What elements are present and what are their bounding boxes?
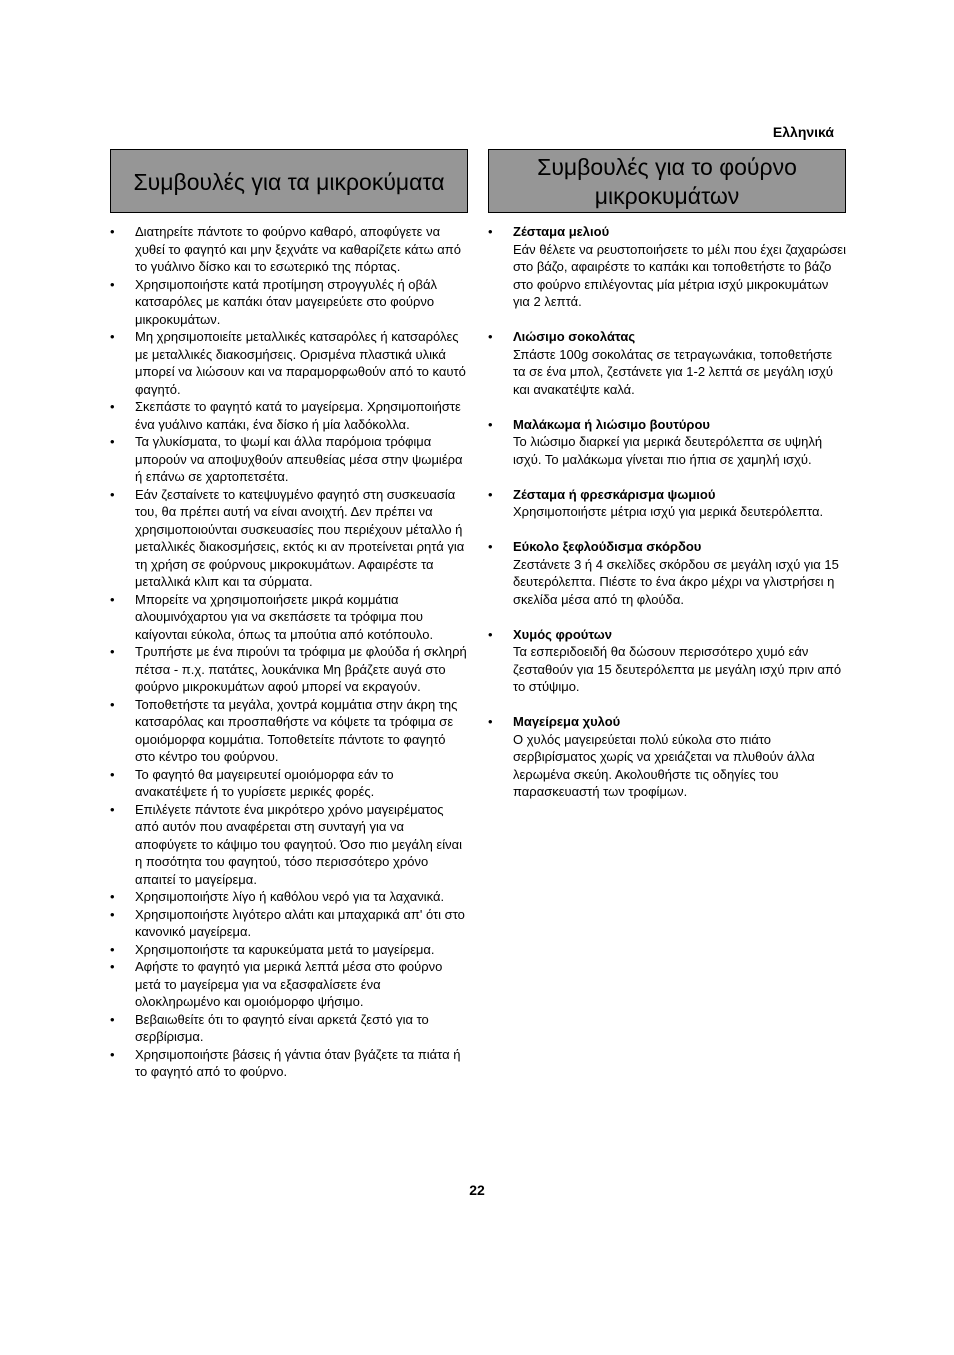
list-item: • Αφήστε το φαγητό για μερικά λεπτά μέσα στο φούρνο μετά το μαγείρεμα για να εξασφαλίσετε ένα ολοκληρωμένο και ομοιόμορφο ψήσιμο. xyxy=(110,958,468,1011)
list-item xyxy=(488,223,846,311)
list-item: • Χρησιμοποιήστε βάσεις ή γάντια όταν βγάζετε τα πιάτα ή το φαγητό από το φούρνο. xyxy=(110,1046,468,1081)
tip-text: Εάν θέλετε να ρευστοποιήσετε το μέλι που έχει ζαχαρώσει στο βάζο, αφαιρέστε το καπάκι και τοποθετήστε το βάζο στο φούρνο επιλέγοντας μία μέτρια ισχύ μικροκυμάτων για 2 λεπτά. xyxy=(513,241,846,309)
list-item: • Το φαγητό θα μαγειρευτεί ομοιόμορφα εάν το ανακατέψετε ή το γυρίσετε μερικές φορές. xyxy=(110,766,468,801)
list-item xyxy=(488,486,846,521)
list-item: • Χρησιμοποιήστε λιγότερο αλάτι και μπαχαρικά απ' ότι στο κανονικό μαγείρεμα. xyxy=(110,906,468,941)
tip-title: • Χυμός φρούτων xyxy=(513,626,613,642)
list-item: • Χρησιμοποιήστε τα καρυκεύματα μετά το μαγείρεμα. xyxy=(110,941,468,959)
tip-title: • Ζέσταμα ή φρεσκάρισμα ψωμιού xyxy=(513,486,716,502)
list-item: • Επιλέγετε πάντοτε ένα μικρότερο χρόνο μαγειρέματος από αυτόν που αναφέρεται στη συνταγή για να αποφύγετε το κάψιμο του φαγητού. Όσο πιο μεγάλη είναι η ποσότητα του φαγητού, τόσο περισσότερο χρόνο απαιτεί το μαγείρεμα. xyxy=(110,801,468,889)
tip-text: Ο χυλός μαγειρεύεται πολύ εύκολα στο πιάτο σερβιρίσματος χωρίς να χρειάζεται να πλυθούν άλλα λερωμένα σκεύη. Ακολουθήστε τις οδηγίες του παρασκευαστή των τροφίμων. xyxy=(513,731,815,799)
list-item xyxy=(488,538,846,608)
list-item xyxy=(488,328,846,398)
tip-text: Ζεστάνετε 3 ή 4 σκελίδες σκόρδου σε μεγάλη ισχύ για 15 δευτερόλεπτα. Πιέστε το ένα άκρο μέχρι να γλιστρήσει η σκελίδα μέσα από τη φλούδα. xyxy=(513,556,839,607)
list-item: • Μη χρησιμοποιείτε μεταλλικές κατσαρόλες ή κατσαρόλες με μεταλλικές διακοσμήσεις. Ορισμένα πλαστικά υλικά μπορεί να λιώσουν και να παραμορφωθούν από το καυτό φαγητό. xyxy=(110,328,468,398)
list-item: • Μπορείτε να χρησιμοποιήσετε μικρά κομμάτια αλουμινόχαρτου για να σκεπάσετε τα τρόφιμα που καίγονται εύκολα, όπως τα μπούτια από κοτόπουλο. xyxy=(110,591,468,644)
tip-text: Χρησιμοποιήστε μέτρια ισχύ για μερικά δευτερόλεπτα. xyxy=(513,504,824,519)
list-item xyxy=(488,626,846,696)
tip-title: • Μαλάκωμα ή λιώσιμο βουτύρου xyxy=(513,416,710,432)
list-item xyxy=(488,713,846,801)
oven-tips-heading: Συμβουλές για το φούρνο μικροκυμάτων xyxy=(488,149,846,213)
list-item: • Βεβαιωθείτε ότι το φαγητό είναι αρκετά ζεστό για το σερβίρισμα. xyxy=(110,1011,468,1046)
tip-text: Σπάστε 100g σοκολάτας σε τετραγωνάκια, τοποθετήστε τα σε ένα μπολ, ζεστάνετε για 1-2 λεπτά σε μεγάλη ισχύ και ανακατέψτε καλά. xyxy=(513,346,833,397)
oven-tips-list xyxy=(488,223,846,801)
tip-title: • Λιώσιμο σοκολάτας xyxy=(513,329,636,344)
list-item: • Τα γλυκίσματα, το ψωμί και άλλα παρόμοια τρόφιμα μπορούν να αποψυχθούν απευθείας μέσα στην ψωμιέρα ή επάνω σε χαρτοπετσέτα. xyxy=(110,433,468,486)
language-label: Ελληνικά xyxy=(772,124,834,140)
page-number: 22 xyxy=(469,1182,485,1198)
list-item: • Εάν ζεσταίνετε το κατεψυγμένο φαγητό στη συσκευασία του, θα πρέπει αυτή να είναι ανοιχτή. Δεν πρέπει να χρησιμοποιούνται συσκευασίες που περιέχουν μέταλλο ή μεταλλικές διακοσμήσεις, εκτός κι αν προτείνεται ρητά για τη χρήση σε φούρνους μικροκυμάτων. Αφαιρέστε τα μεταλλικά κλιπ και τα σύρματα. xyxy=(110,486,468,591)
tip-title: • Μαγείρεμα χυλού xyxy=(513,714,621,729)
list-item: • Χρησιμοποιήστε κατά προτίμηση στρογγυλές ή οβάλ κατσαρόλες με καπάκι όταν μαγειρεύετε στο φούρνο μικροκυμάτων. xyxy=(110,276,468,329)
list-item: • Τοποθετήστε τα μεγάλα, χοντρά κομμάτια στην άκρη της κατσαρόλας και προσπαθήστε να κόψετε τα τρόφιμα σε ομοιόμορφα κομμάτια. Τοποθετείτε πάντοτε το φαγητό στο κέντρο του φούρνου. xyxy=(110,696,468,766)
list-item: • Χρησιμοποιήστε λίγο ή καθόλου νερό για τα λαχανικά. xyxy=(110,888,468,906)
microwave-tips-list xyxy=(110,223,468,1081)
list-item xyxy=(488,416,846,469)
microwave-tips-column xyxy=(110,149,468,1081)
list-item: • Τρυπήστε με ένα πιρούνι τα τρόφιμα με φλούδα ή σκληρή πέτσα - π.χ. πατάτες, λουκάνικα Μη βράζετε αυγά στο φούρνο μικροκυμάτων αφού μπορεί να εκραγούν. xyxy=(110,643,468,696)
tip-text: Το λιώσιμο διαρκεί για μερικά δευτερόλεπτα σε υψηλή ισχύ. Το μαλάκωμα γίνεται πιο ήπια σε χαμηλή ισχύ. xyxy=(513,434,823,467)
oven-tips-column xyxy=(488,149,846,818)
tip-title: • Εύκολο ξεφλούδισμα σκόρδου xyxy=(513,539,702,554)
tip-title: • Ζέσταμα μελιού xyxy=(513,224,610,239)
list-item: • Σκεπάστε το φαγητό κατά το μαγείρεμα. Χρησιμοποιήστε ένα γυάλινο καπάκι, ένα δίσκο ή μία λαδόκολλα. xyxy=(110,398,468,433)
list-item: • Διατηρείτε πάντοτε το φούρνο καθαρό, αποφύγετε να χυθεί το φαγητό και μην ξεχνάτε να καθαρίζετε κάτω από το γυάλινο δίσκο και το εσωτερικό της πόρτας. xyxy=(110,223,468,276)
tip-text: Τα εσπεριδοειδή θα δώσουν περισσότερο χυμό εάν ζεσταθούν για 15 δευτερόλεπτα με μεγάλη ισχύ πριν από το στύψιμο. xyxy=(513,644,842,694)
microwave-tips-heading: Συμβουλές για τα μικροκύματα xyxy=(110,149,468,213)
